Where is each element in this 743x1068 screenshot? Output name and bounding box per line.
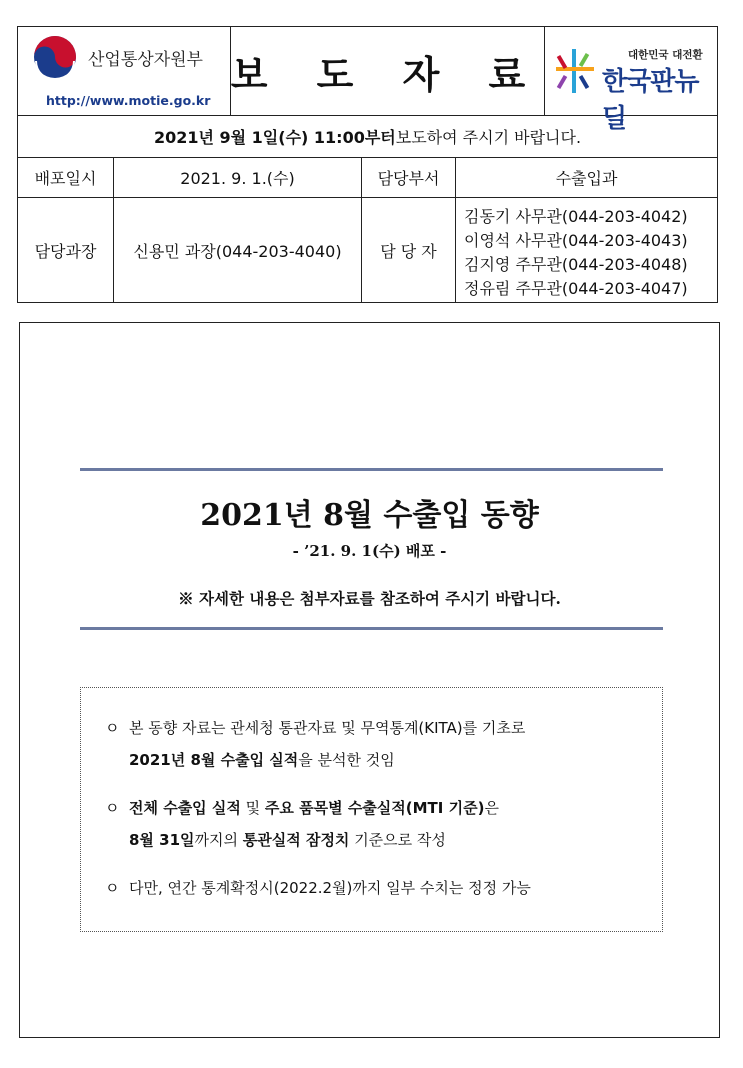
note-emphasis: 주요 품목별 수출실적(MTI 기준) bbox=[264, 799, 485, 817]
staff-contact: 이영석 사무관(044-203-4043) bbox=[464, 230, 688, 250]
note-text: 및 bbox=[240, 799, 265, 817]
note-item bbox=[105, 712, 650, 776]
release-embargo-note bbox=[18, 115, 717, 157]
note-text: 까지의 bbox=[194, 831, 243, 849]
bullet-marker: ㅇ bbox=[105, 719, 120, 737]
ministry-name: 산업통상자원부 bbox=[88, 50, 203, 70]
new-deal-tagline: 대한민국 대전환 bbox=[628, 49, 703, 61]
staff-label: 담 당 자 bbox=[380, 241, 437, 261]
bullet-marker: ㅇ bbox=[105, 799, 120, 817]
press-header-table bbox=[17, 26, 718, 303]
document-body bbox=[19, 322, 720, 1038]
new-deal-brand: 한국판뉴딜 bbox=[602, 67, 699, 134]
korean-new-deal-logo-icon bbox=[554, 47, 598, 95]
notes-box bbox=[80, 687, 663, 932]
document-subtitle: - ’21. 9. 1(수) 배포 - bbox=[292, 542, 447, 560]
staff-contact: 김지영 주무관(044-203-4048) bbox=[464, 254, 688, 274]
press-release-title: 보 도 자 료 bbox=[230, 52, 544, 97]
note-text: 기준으로 작성 bbox=[349, 831, 446, 849]
dept-value: 수출입과 bbox=[555, 169, 618, 188]
bullet-marker: ㅇ bbox=[105, 879, 120, 897]
section-chief-value: 신용민 과장(044-203-4040) bbox=[133, 241, 342, 261]
title-bottom-rule bbox=[80, 627, 663, 630]
note-emphasis: 전체 수출입 실적 bbox=[129, 799, 241, 817]
release-note-rest: 보도하여 주시기 바랍니다. bbox=[395, 127, 582, 147]
note-item bbox=[105, 792, 650, 856]
note-text: 을 분석한 것임 bbox=[298, 751, 395, 769]
note-item bbox=[105, 872, 650, 904]
note-text: 다만, 연간 통계확정시(2022.2월)까지 일부 수치는 정정 가능 bbox=[129, 879, 531, 897]
note-emphasis: 2021년 8월 수출입 실적 bbox=[129, 751, 299, 769]
title-top-rule bbox=[80, 468, 663, 471]
ministry-emblem-icon bbox=[32, 34, 78, 80]
note-emphasis: 8월 31일 bbox=[129, 831, 195, 849]
staff-contact: 김동기 사무관(044-203-4042) bbox=[464, 206, 688, 226]
attachment-note: ※ 자세한 내용은 첨부자료를 참조하여 주시기 바랍니다. bbox=[178, 589, 561, 608]
note-text: 은 bbox=[484, 799, 499, 817]
section-chief-label: 담당과장 bbox=[34, 241, 97, 261]
dist-date-value: 2021. 9. 1.(수) bbox=[180, 169, 295, 188]
staff-contact: 정유림 주무관(044-203-4047) bbox=[464, 278, 688, 298]
note-text: 본 동향 자료는 관세청 통관자료 및 무역통계(KITA)를 기초로 bbox=[129, 719, 526, 737]
dept-label: 담당부서 bbox=[377, 169, 440, 188]
document-title: 2021년 8월 수출입 동향 bbox=[200, 498, 539, 533]
note-emphasis: 통관실적 잠정치 bbox=[242, 831, 350, 849]
staff-contact-list bbox=[456, 201, 718, 304]
ministry-url-link[interactable]: http://www.motie.go.kr bbox=[46, 93, 211, 108]
dist-date-label: 배포일시 bbox=[34, 169, 97, 188]
release-time: 2021년 9월 1일(수) 11:00부터 bbox=[153, 127, 396, 147]
